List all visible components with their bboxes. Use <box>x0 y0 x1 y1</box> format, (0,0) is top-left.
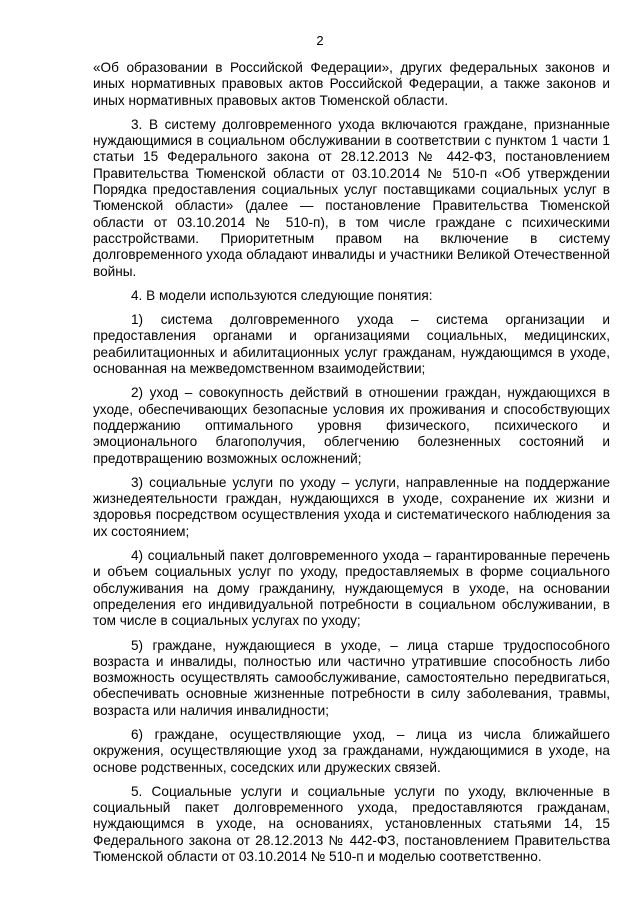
definition-5: 5) граждане, нуждающиеся в уходе, – лица старше трудоспособного возраста и инвалиды, полностью или частично утратившие способность либо возможность осуществлять самообслуживание, самостоятельно передвигаться, обеспечивать основные жизненные потребности в силу заболевания, травмы, возраста или наличия инвалидности; <box>93 637 610 718</box>
paragraph-5: 5. Социальные услуги и социальные услуги по уходу, включенные в социальный пакет долговременного ухода, предоставляются гражданам, нуждающимся в уходе, на основаниях, установленных статьями 14, 15 Федерального закона от 28.12.2013 № 442-ФЗ, постановлением Правительства Тюменской области от 03.10.2014 № 510-п и моделью соответственно. <box>93 783 610 865</box>
paragraph-3: 3. В систему долговременного ухода включаются граждане, признанные нуждающимися в социальном обслуживании в соответствии с пунктом 1 части 1 статьи 15 Федерального закона от 28.12.2013 № 442-ФЗ, постановлением Правительства Тюменской области от 03.10.2014 № 510-п «Об утверждении Порядка предоставления социальных услуг поставщиками социальных услуг в Тюменской области» (далее — постановление Правительства Тюменской области от 03.10.2014 № 510-п), в том числе граждане с психическими расстройствами. Приоритетным правом на включение в систему долговременного ухода обладают инвалиды и участники Великой Отечественной войны. <box>93 116 610 279</box>
definition-1: 1) система долговременного ухода – система организации и предоставления органами и организациями социальных, медицинских, реабилитационных и абилитационных услуг гражданам, нуждающимся в уходе, основанная на межведомственном взаимодействии; <box>93 312 610 377</box>
paragraph-4-intro: 4. В модели используются следующие понятия: <box>131 287 433 303</box>
definition-2: 2) уход – совокупность действий в отношении граждан, нуждающихся в уходе, обеспечивающих безопасные условия их проживания и способствующих поддержанию оптимального уровня физического, психического и эмоционального благополучия, облегчению болезненных состояний и предотвращению возможных осложнений; <box>93 385 610 466</box>
definition-3: 3) социальные услуги по уходу – услуги, направленные на поддержание жизнедеятельности граждан, нуждающихся в уходе, сохранение их жизни и здоровья посредством осуществления ухода и систематического наблюдения за их состоянием; <box>93 474 610 539</box>
definition-4: 4) социальный пакет долговременного ухода – гарантированные перечень и объем социальных услуг по уходу, предоставляемых в форме социального обслуживания на дому гражданину, нуждающемуся в уходе, на основании определения его индивидуальной потребности в социальном обслуживании, в том числе в социальных услугах по уходу; <box>93 548 610 629</box>
document-body <box>93 60 610 873</box>
definition-6: 6) граждане, осуществляющие уход, – лица из числа ближайшего окружения, осуществляющие уход за гражданами, нуждающимися в уходе, на основе родственных, соседских или дружеских связей. <box>93 726 610 775</box>
page-number: 2 <box>316 33 324 48</box>
paragraph-continuation: «Об образовании в Российской Федерации», других федеральных законов и иных нормативных правовых актов Российской Федерации, а также законов и иных нормативных правовых актов Тюменской области. <box>93 60 610 108</box>
